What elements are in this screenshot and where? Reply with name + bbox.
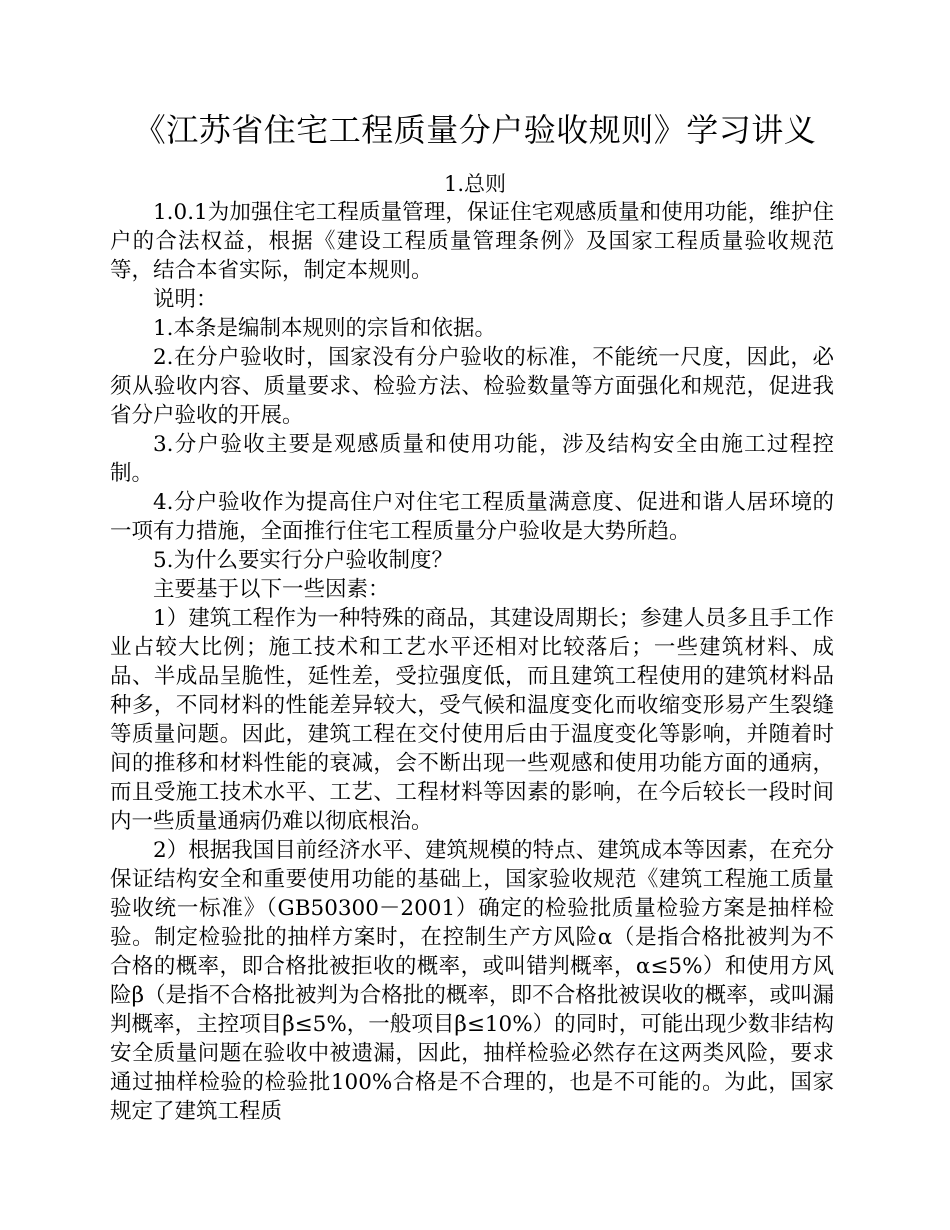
- paragraph-note-4: 4.分户验收作为提高住户对住宅工程质量满意度、促进和谐人居环境的一项有力措施，全面推行住宅工程质量分户验收是大势所趋。: [110, 490, 834, 544]
- paragraph-factor-1: 1）建筑工程作为一种特殊的商品，其建设周期长；参建人员多且手工作业占较大比例；施工技术和工艺水平还相对比较落后；一些建筑材料、成品、半成品呈脆性，延性差，受拉强度低，而且建筑工程使用的建筑材料品种多，不同材料的性能差异较大，受气候和温度变化而收缩变形易产生裂缝等质量问题。因此，建筑工程在交付使用后由于温度变化等影响，并随着时间的推移和材料性能的衰减，会不断出现一些观感和使用功能方面的通病，而且受施工技术水平、工艺、工程材料等因素的影响，在今后较长一段时间内一些质量通病仍难以彻底根治。: [110, 606, 834, 834]
- paragraph-note-3: 3.分户验收主要是观感质量和使用功能，涉及结构安全由施工过程控制。: [110, 432, 834, 486]
- paragraph-factor-2: 2）根据我国目前经济水平、建筑规模的特点、建筑成本等因素，在充分保证结构安全和重要使用功能的基础上，国家验收规范《建筑工程施工质量验收统一标准》（GB50300－2001）确定的检验批质量检验方案是抽样检验。制定检验批的抽样方案时，在控制生产方风险α（是指合格批被判为不合格的概率，即合格批被拒收的概率，或叫错判概率，α≤5%）和使用方风险β（是指不合格批被判为合格批的概率，即不合格批被误收的概率，或叫漏判概率，主控项目β≤5%，一般项目β≤10%）的同时，可能出现少数非结构安全质量问题在验收中被遗漏，因此，抽样检验必然存在这两类风险，要求通过抽样检验的检验批100%合格是不合理的，也是不可能的。为此，国家规定了建筑工程质: [110, 838, 834, 1124]
- document-title: 《江苏省住宅工程质量分户验收规则》学习讲义: [133, 111, 817, 149]
- paragraph-explanation-label: 说明：: [153, 287, 218, 312]
- paragraph-article-1-0-1: 1.0.1为加强住宅工程质量管理，保证住宅观感质量和使用功能，维护住户的合法权益，根据《建设工程质量管理条例》及国家工程质量验收规范等，结合本省实际，制定本规则。: [110, 200, 834, 283]
- paragraph-factors-intro: 主要基于以下一些因素：: [153, 577, 390, 602]
- document-body: [110, 198, 834, 1126]
- section-heading: 1.总则: [443, 172, 507, 196]
- paragraph-note-1: 1.本条是编制本规则的宗旨和依据。: [153, 316, 497, 341]
- paragraph-note-5-question: 5.为什么要实行分户验收制度？: [153, 548, 454, 573]
- paragraph-note-2: 2.在分户验收时，国家没有分户验收的标准，不能统一尺度，因此，必须从验收内容、质量要求、检验方法、检验数量等方面强化和规范，促进我省分户验收的开展。: [110, 345, 834, 428]
